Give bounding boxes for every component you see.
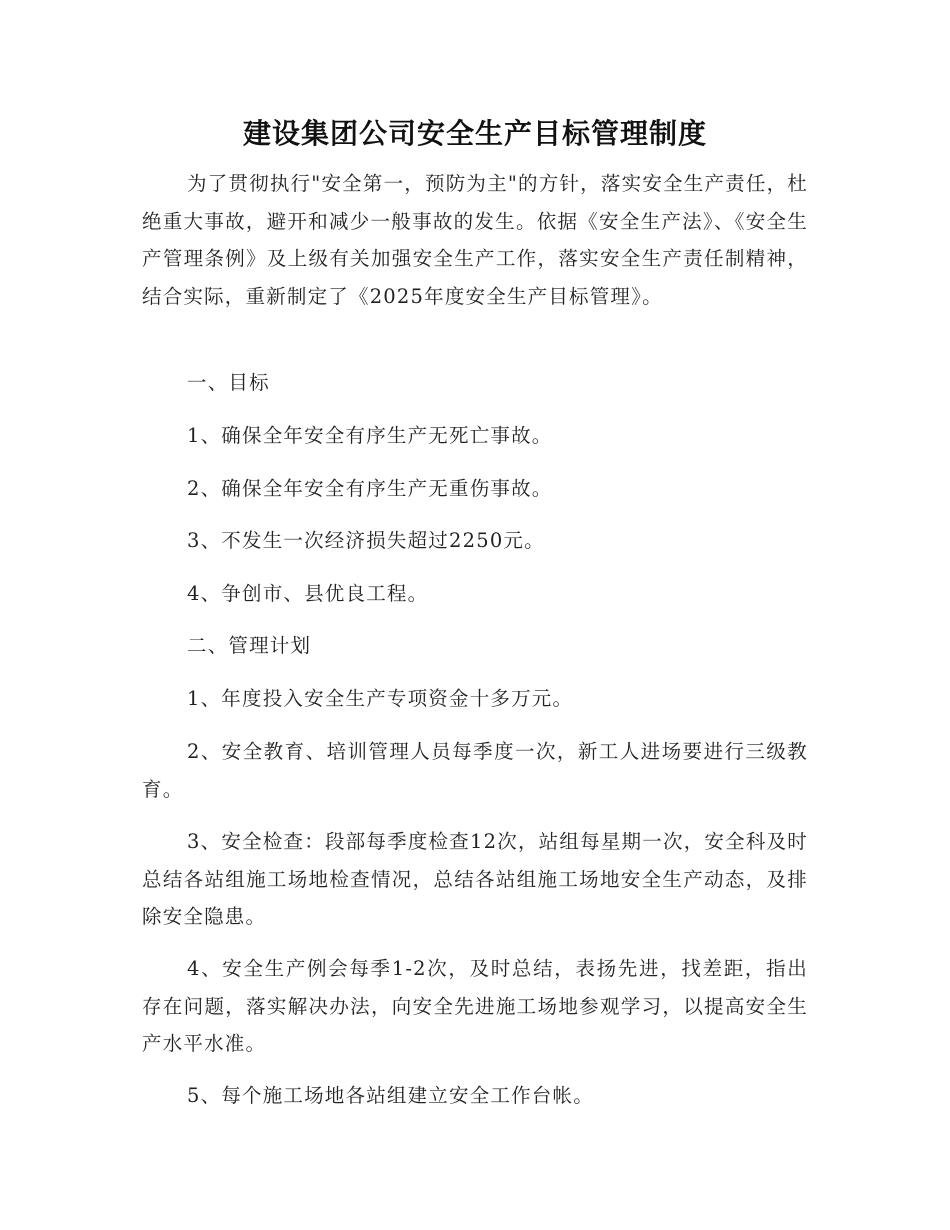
intro-paragraph: 为了贯彻执行"安全第一，预防为主"的方针，落实安全生产责任，杜绝重大事故，避开和减少一般事故的发生。依据《安全生产法》、《安全生产管理条例》及上级有关加强安全生产工作，落实安全生产责任制精神，结合实际，重新制定了《2025年度安全生产目标管理》。	[142, 172, 808, 308]
plan-item: 4、安全生产例会每季1-2次，及时总结，表扬先进，找差距，指出存在问题，落实解决办法，向安全先进施工场地参观学习，以提高安全生产水平水准。	[142, 957, 808, 1055]
goal-item: 3、不发生一次经济损失超过2250元。	[187, 529, 545, 552]
plan-item: 3、安全检查：段部每季度检查12次，站组每星期一次，安全科及时总结各站组施工场地检查情况，总结各站组施工场地安全生产动态，及排除安全隐患。	[142, 830, 808, 928]
section-heading-plan: 二、管理计划	[187, 634, 312, 657]
plan-item: 2、安全教育、培训管理人员每季度一次，新工人进场要进行三级教育。	[142, 740, 808, 801]
plan-item: 5、每个施工场地各站组建立安全工作台帐。	[187, 1084, 594, 1107]
document-title: 建设集团公司安全生产目标管理制度	[242, 117, 707, 150]
goal-item: 4、争创市、县优良工程。	[187, 582, 429, 605]
section-heading-goals: 一、目标	[187, 371, 270, 394]
goal-item: 1、确保全年安全有序生产无死亡事故。	[187, 424, 553, 447]
goal-item: 2、确保全年安全有序生产无重伤事故。	[187, 477, 553, 500]
plan-item: 1、年度投入安全生产专项资金十多万元。	[187, 687, 574, 710]
